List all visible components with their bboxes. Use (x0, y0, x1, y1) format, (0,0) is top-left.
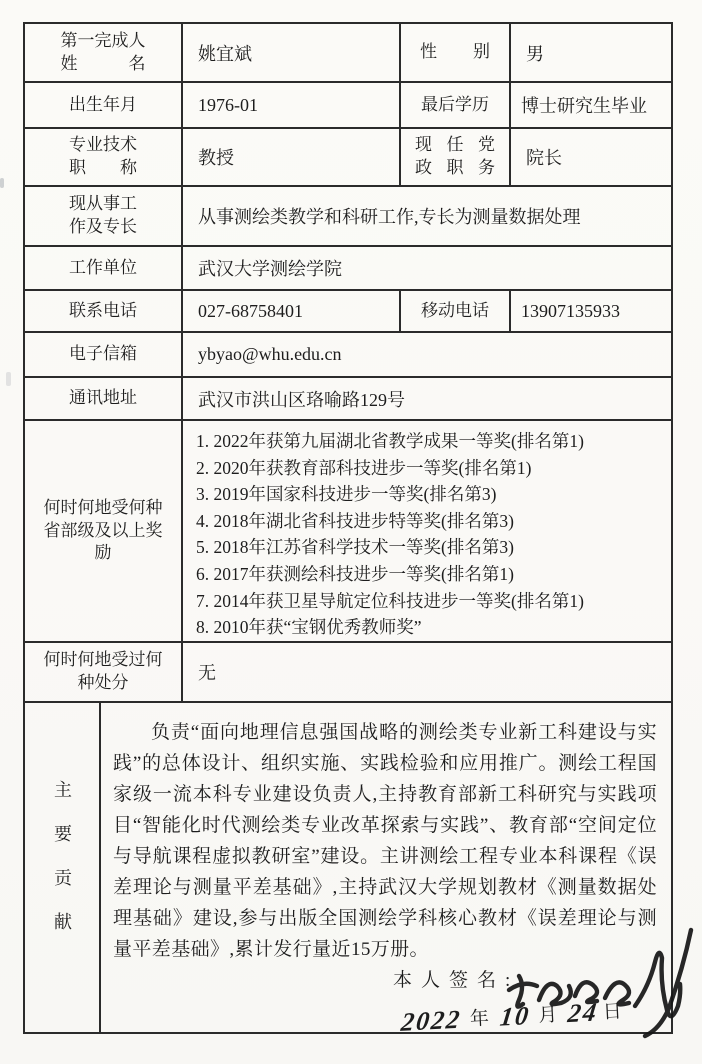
date-month: 10 (497, 1000, 532, 1032)
signature-label: 本人签名: (393, 970, 520, 991)
contribution-paragraph: 负责“面向地理信息强国战略的测绘类专业新工科建设与实践”的总体设计、组织实施、实践检验和应用推广。测绘工程国家级一流本科专业建设负责人,主持教育部新工科研究与实践项目“智能化时代测绘类专业改革探索与实践”、教育部“空间定位与导航课程虚拟教研室”建设。主讲测绘工程专业本科课程《误差理论与测量平差基础》,主持武汉大学规划教材《测量数据处理基础》建设,参与出版全国测绘学科核心教材《误差理论与测量平差基础》,累计发行量近15万册。 (113, 722, 657, 960)
row-phones (25, 291, 671, 333)
award-item: 2. 2020年获教育部科技进步一等奖(排名第1) (196, 457, 532, 478)
award-item: 4. 2018年湖北省科技进步特等奖(排名第3) (196, 510, 514, 531)
current-work-label: 现从事工 作及专长 (69, 194, 137, 236)
award-item: 6. 2017年获测绘科技进步一等奖(排名第1) (196, 563, 514, 584)
mobile-phone-label: 移动电话 (399, 291, 509, 331)
label-text: 第一完成人 (60, 30, 146, 50)
row-email (25, 333, 671, 378)
awards-label: 何时何地受何种 省部级及以上奖 励 (43, 497, 163, 563)
row-work-unit (25, 247, 671, 291)
date-day: 24 (566, 997, 600, 1029)
mailing-address-label: 通讯地址 (69, 388, 137, 408)
mailing-address-value: 武汉市洪山区珞喻路129号 (181, 378, 671, 419)
personnel-form-table (23, 22, 673, 1037)
date-year: 2022 (399, 1004, 464, 1037)
row-title-position (25, 129, 671, 187)
row-current-work (25, 187, 671, 247)
party-position-value: 院长 (509, 129, 671, 185)
work-unit-value: 武汉大学测绘学院 (181, 247, 671, 289)
contribution-content (99, 703, 671, 1037)
professional-title-value: 教授 (181, 129, 399, 185)
current-work-value: 从事测绘类教学和科研工作,专长为测量数据处理 (181, 187, 671, 245)
name-value: 姚宜斌 (181, 24, 399, 81)
row-name-gender (25, 24, 671, 83)
discipline-value: 无 (181, 643, 671, 701)
gender-value: 男 (509, 24, 671, 81)
row-address (25, 378, 671, 421)
mobile-phone-value: 13907135933 (509, 291, 671, 331)
contact-phone-value: 027-68758401 (181, 291, 399, 331)
award-item: 1. 2022年获第九届湖北省教学成果一等奖(排名第1) (196, 431, 584, 451)
date-month-unit: 月 (537, 1004, 558, 1027)
award-item: 3. 2019年国家科技进步一等奖(排名第3) (196, 484, 497, 505)
award-item: 8. 2010年获“宝钢优秀教师奖” (196, 617, 422, 638)
gender-label: 性别 (399, 24, 509, 81)
professional-title-label: 专业技术 职称 (69, 135, 137, 177)
scan-artifact (0, 178, 4, 188)
scan-artifact (6, 372, 11, 386)
label-text: 姓名 (60, 53, 146, 73)
birth-date-label: 出生年月 (69, 94, 137, 114)
discipline-label: 何时何地受过何 种处分 (43, 650, 163, 692)
email-value: ybyao@whu.edu.cn (181, 333, 671, 376)
row-awards (25, 421, 671, 643)
row-birth-education (25, 83, 671, 129)
last-education-value: 博士研究生毕业 (509, 83, 671, 127)
row-contribution (25, 703, 671, 1037)
award-item: 7. 2014年获卫星导航定位科技进步一等奖(排名第1) (196, 590, 584, 611)
date-year-unit: 年 (469, 1008, 490, 1031)
party-position-label: 现任党 政职务 (399, 129, 509, 185)
awards-list (181, 421, 671, 641)
work-unit-label: 工作单位 (69, 257, 137, 277)
row-discipline (25, 643, 671, 703)
last-education-label: 最后学历 (399, 83, 509, 127)
email-label: 电子信箱 (69, 344, 137, 364)
contribution-label: 主要贡献 (52, 779, 72, 956)
date-day-unit: 日 (602, 1001, 623, 1024)
contact-phone-label: 联系电话 (69, 300, 137, 320)
first-completer-name-label (25, 24, 181, 81)
birth-date-value: 1976-01 (181, 83, 399, 127)
award-item: 5. 2018年江苏省科学技术一等奖(排名第3) (196, 537, 514, 558)
